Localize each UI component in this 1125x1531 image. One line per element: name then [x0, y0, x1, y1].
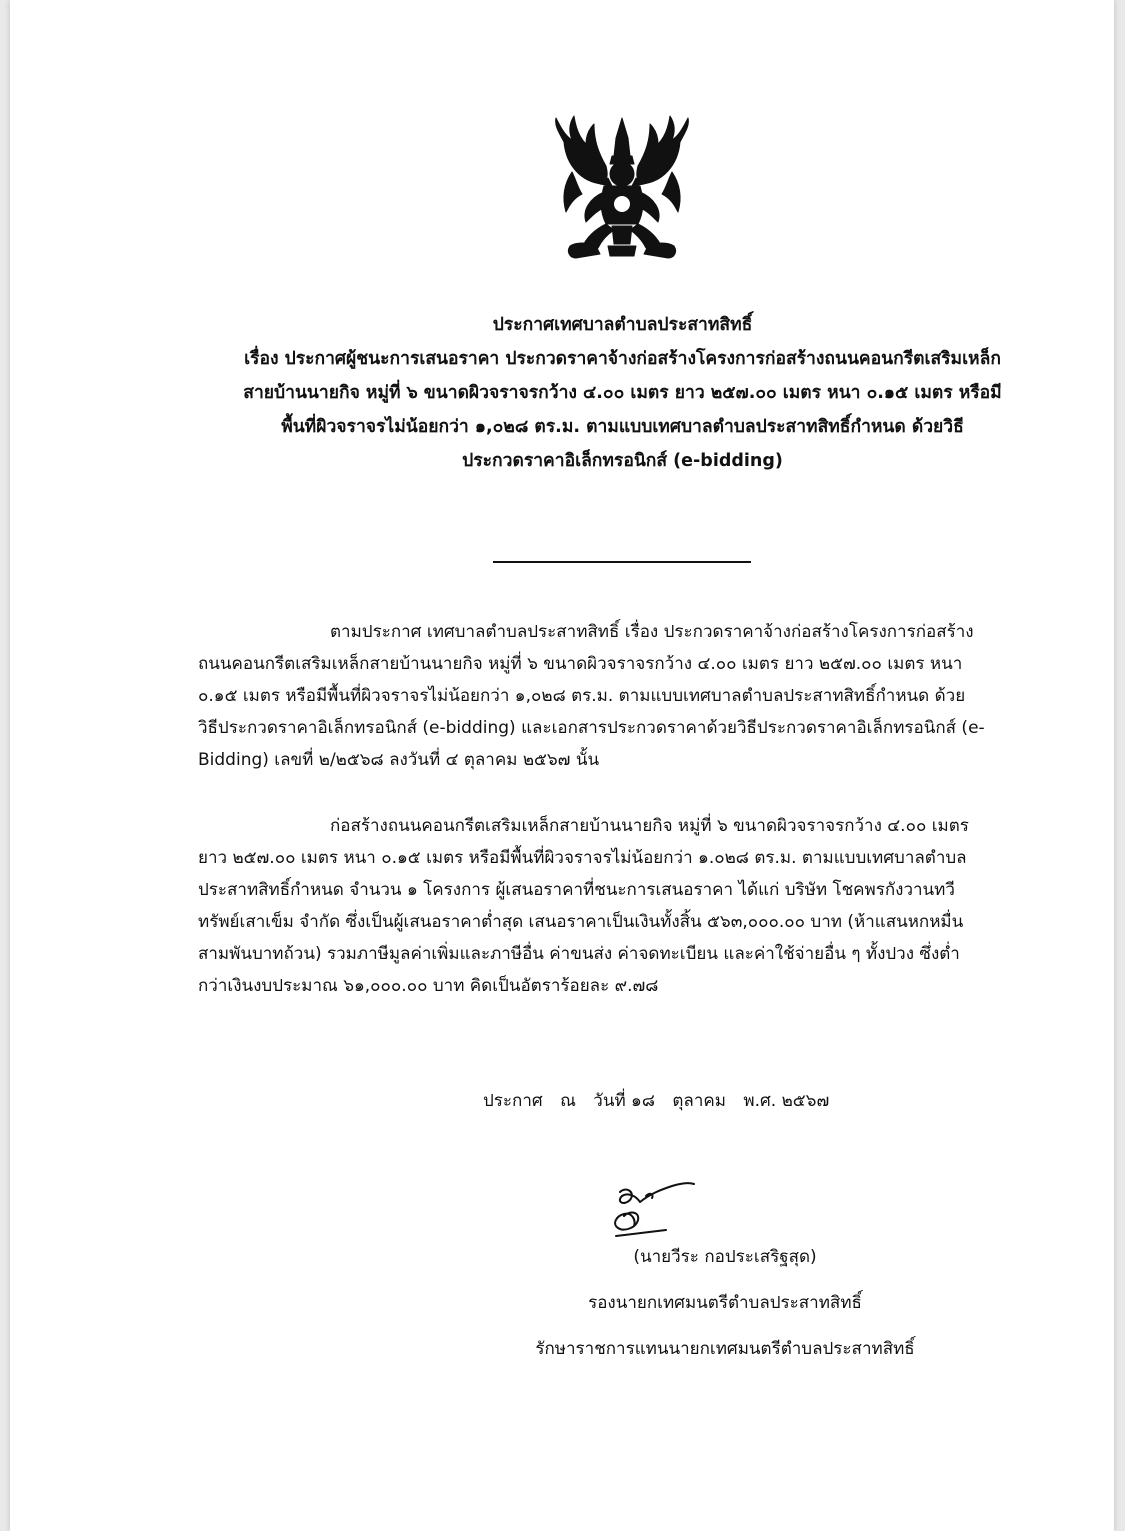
- paragraph-line: ประสาทสิทธิ์กำหนด จำนวน ๑ โครงการ ผู้เสนอราคาที่ชนะการเสนอราคา ได้แก่ บริษัท โชคพรกังวานทวี: [198, 880, 955, 900]
- signatory-position: รองนายกเทศมนตรีตำบลประสาทสิทธิ์: [588, 1293, 862, 1313]
- header-title: ประกาศเทศบาลตำบลประสาทสิทธิ์: [492, 315, 753, 335]
- paragraph-line: ตามประกาศ เทศบาลตำบลประสาทสิทธิ์ เรื่อง ประกวดราคาจ้างก่อสร้างโครงการก่อสร้าง: [330, 622, 974, 642]
- paragraph-line: ๐.๑๕ เมตร หรือมีพื้นที่ผิวจราจรไม่น้อยกว่า ๑,๐๒๘ ตร.ม. ตามแบบเทศบาลตำบลประสาทสิทธิ์กำหนด ด้วย: [198, 686, 966, 706]
- header-subject-line: ประกวดราคาอิเล็กทรอนิกส์ (e-bidding): [462, 451, 783, 471]
- date-year: พ.ศ. ๒๕๖๗: [743, 1091, 830, 1111]
- paragraph-line: ถนนคอนกรีตเสริมเหล็กสายบ้านนายกิจ หมู่ที่ ๖ ขนาดผิวจราจรกว้าง ๔.๐๐ เมตร ยาว ๒๕๗.๐๐ เมตร หนา: [198, 654, 963, 674]
- announcement-header: [160, 308, 1085, 478]
- document-page: [10, 0, 1114, 1531]
- garuda-emblem-icon: [542, 112, 702, 270]
- paragraph-winner: [198, 810, 1043, 1002]
- paragraph-reference: [198, 616, 1043, 776]
- date-prefix: ประกาศ: [483, 1091, 543, 1111]
- date-month: ตุลาคม: [672, 1091, 726, 1111]
- date-day: วันที่ ๑๘: [593, 1091, 655, 1111]
- header-subject-line: สายบ้านนายกิจ หมู่ที่ ๖ ขนาดผิวจราจรกว้าง ๔.๐๐ เมตร ยาว ๒๕๗.๐๐ เมตร หนา ๐.๑๕ เมตร หรือมี: [243, 383, 1002, 403]
- header-subject-line: เรื่อง ประกาศผู้ชนะการเสนอราคา ประกวดราคาจ้างก่อสร้างโครงการก่อสร้างถนนคอนกรีตเสริมเหล็ก: [244, 349, 1001, 369]
- paragraph-line: กว่าเงินงบประมาณ ๖๑,๐๐๐.๐๐ บาท คิดเป็นอัตราร้อยละ ๙.๗๘: [198, 976, 659, 996]
- paragraph-line: สามพันบาทถ้วน) รวมภาษีมูลค่าเพิ่มและภาษีอื่น ค่าขนส่ง ค่าจดทะเบียน และค่าใช้จ่ายอื่น ๆ ทั้งปวง ซึ่งต่ำ: [198, 944, 960, 964]
- signatory-name: (นายวีระ กอประเสริฐสุด): [633, 1247, 817, 1267]
- paragraph-line: ก่อสร้างถนนคอนกรีตเสริมเหล็กสายบ้านนายกิจ หมู่ที่ ๖ ขนาดผิวจราจรกว้าง ๔.๐๐ เมตร: [330, 816, 969, 836]
- signature-block: [450, 1234, 1000, 1372]
- paragraph-line: Bidding) เลขที่ ๒/๒๕๖๘ ลงวันที่ ๔ ตุลาคม ๒๕๖๗ นั้น: [198, 750, 600, 770]
- paragraph-line: วิธีประกวดราคาอิเล็กทรอนิกส์ (e-bidding) และเอกสารประกวดราคาด้วยวิธีประกวดราคาอิเล็กทรอนิกส์ (e-: [198, 718, 985, 738]
- paragraph-line: ทรัพย์เสาเข็ม จำกัด ซึ่งเป็นผู้เสนอราคาต่ำสุด เสนอราคาเป็นเงินทั้งสิ้น ๕๖๓,๐๐๐.๐๐ บาท (ห้าแสนหกหมื่น: [198, 912, 964, 932]
- paragraph-line: ยาว ๒๕๗.๐๐ เมตร หนา ๐.๑๕ เมตร หรือมีพื้นที่ผิวจราจรไม่น้อยกว่า ๑.๐๒๘ ตร.ม. ตามแบบเทศบาลตำบล: [198, 848, 967, 868]
- header-divider: [493, 561, 751, 563]
- signatory-acting-position: รักษาราชการแทนนายกเทศมนตรีตำบลประสาทสิทธิ์: [535, 1339, 915, 1359]
- header-subject-line: พื้นที่ผิวจราจรไม่น้อยกว่า ๑,๐๒๘ ตร.ม. ตามแบบเทศบาลตำบลประสาทสิทธิ์กำหนด ด้วยวิธี: [281, 417, 964, 437]
- date-at: ณ: [560, 1091, 576, 1111]
- announcement-date: [483, 1087, 841, 1114]
